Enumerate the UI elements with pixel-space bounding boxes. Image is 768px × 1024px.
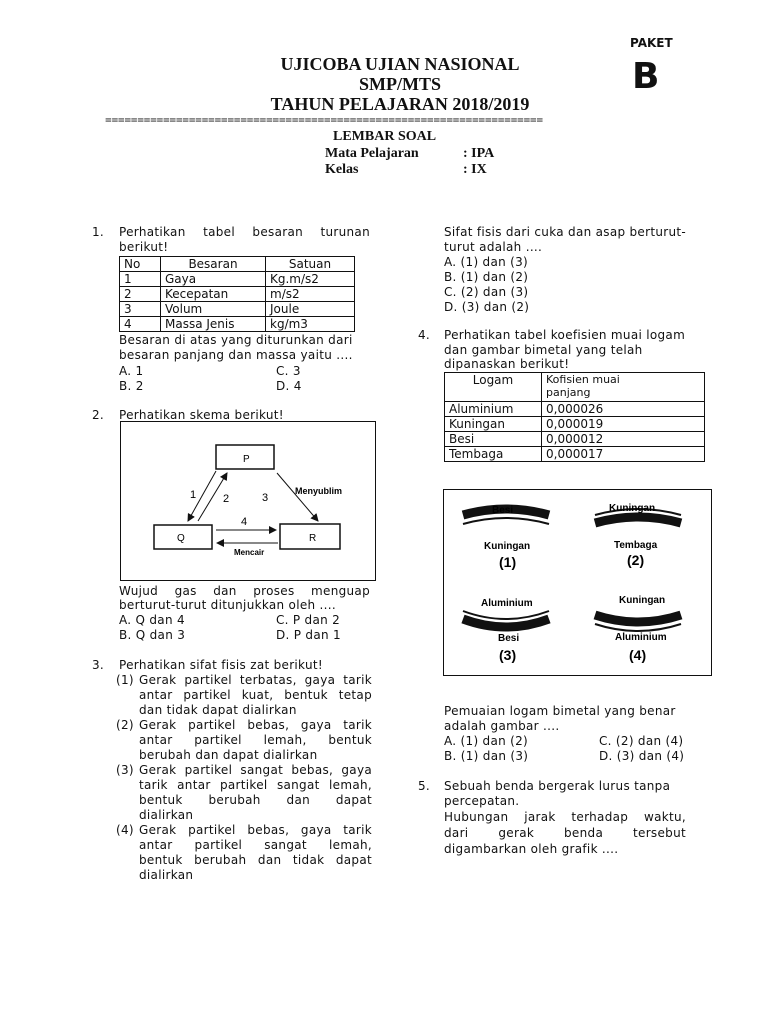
- table-cell: Kg.m/s2: [266, 272, 355, 287]
- table-row: [445, 402, 705, 417]
- mencair-label: Mencair: [234, 548, 265, 557]
- subject-label: Mata Pelajaran: [325, 146, 419, 161]
- table-cell: 2: [120, 287, 161, 302]
- bimetal-1-number: (1): [499, 554, 517, 570]
- bimetal-3-top-label: Aluminium: [481, 598, 533, 609]
- q3-option-c[interactable]: C. (2) dan (3): [444, 285, 529, 299]
- q3-item-1-line: antar partikel kuat, bentuk tetap: [139, 688, 372, 702]
- q3-item-4-line: antar partikel sangat lemah,: [139, 838, 372, 852]
- table-row: [120, 317, 355, 332]
- subject-value: : IPA: [463, 146, 495, 161]
- table-cell: 0,000019: [542, 417, 705, 432]
- coef-header-line1: Kofisien muai: [546, 373, 620, 386]
- q5-line3: Hubungan jarak terhadap waktu,: [444, 810, 686, 824]
- q2-option-a[interactable]: A. Q dan 4: [119, 613, 185, 627]
- header-divider: ====================================================================: [105, 113, 543, 127]
- table-row: [120, 287, 355, 302]
- q5-number: 5.: [418, 779, 431, 793]
- q3-item-3-line: tarik antar partikel sangat lemah,: [139, 778, 372, 792]
- class-label: Kelas: [325, 162, 359, 177]
- q1-option-c[interactable]: C. 3: [276, 364, 301, 378]
- q1-option-b[interactable]: B. 2: [119, 379, 144, 393]
- table-cell: Aluminium: [445, 402, 542, 417]
- q3-item-3-label: (3): [116, 763, 134, 777]
- q3-item-4-line: Gerak partikel bebas, gaya tarik: [139, 823, 372, 837]
- q4-table: [444, 372, 705, 462]
- q3-item-2-line: antar partikel lemah, bentuk: [139, 733, 372, 747]
- q2-after-line2: berturut-turut ditunjukkan oleh ....: [119, 598, 336, 612]
- table-cell: Joule: [266, 302, 355, 317]
- q3-option-d[interactable]: D. (3) dan (2): [444, 300, 530, 314]
- q5-line4: dari gerak benda tersebut: [444, 826, 686, 840]
- q4-option-b[interactable]: B. (1) dan (3): [444, 749, 529, 763]
- table-cell: Volum: [161, 302, 266, 317]
- paket-letter: B: [632, 56, 660, 97]
- q4-after-line2: adalah gambar ....: [444, 719, 560, 733]
- paket-label: PAKET: [630, 36, 673, 50]
- phase-change-diagram: [120, 421, 376, 581]
- q3-cont-line2: turut adalah ....: [444, 240, 543, 254]
- table-cell: Kecepatan: [161, 287, 266, 302]
- q2-stem: Perhatikan skema berikut!: [119, 408, 284, 422]
- table-cell: 0,000017: [542, 447, 705, 462]
- q1-option-a[interactable]: A. 1: [119, 364, 144, 378]
- table-cell: 1: [120, 272, 161, 287]
- coef-header-line2: panjang: [546, 386, 591, 399]
- table-row: [445, 417, 705, 432]
- bimetal-3-bottom-label: Besi: [498, 633, 520, 644]
- class-value: : IX: [463, 162, 487, 177]
- q2-option-c[interactable]: C. P dan 2: [276, 613, 341, 627]
- q1-after-line2: besaran panjang dan massa yaitu ....: [119, 348, 353, 362]
- table-cell: Kuningan: [445, 417, 542, 432]
- table-cell: 0,000026: [542, 402, 705, 417]
- q4-stem-line3: dipanaskan berikut!: [444, 357, 570, 371]
- table-header-cell: Satuan: [266, 257, 355, 272]
- table-header-cell: Logam: [445, 373, 542, 402]
- q1-table: [119, 256, 355, 332]
- table-row: [120, 302, 355, 317]
- q3-item-1-line: Gerak partikel terbatas, gaya tarik: [139, 673, 372, 687]
- q2-after-line1: Wujud gas dan proses menguap: [119, 584, 370, 598]
- table-row: [445, 432, 705, 447]
- q2-option-b[interactable]: B. Q dan 3: [119, 628, 186, 642]
- q3-number: 3.: [92, 658, 105, 672]
- table-cell: 4: [120, 317, 161, 332]
- table-cell: Tembaga: [445, 447, 542, 462]
- arrow-label-3: 3: [262, 492, 269, 504]
- q3-item-2-line: Gerak partikel bebas, gaya tarik: [139, 718, 372, 732]
- q3-item-4-line: bentuk berubah dan tidak dapat: [139, 853, 372, 867]
- q5-line1: Sebuah benda bergerak lurus tanpa: [444, 779, 671, 793]
- table-header-cell: No: [120, 257, 161, 272]
- arrow-label-1: 1: [190, 489, 197, 501]
- q4-option-a[interactable]: A. (1) dan (2): [444, 734, 529, 748]
- q1-stem-line1: Perhatikan tabel besaran turunan: [119, 225, 370, 239]
- q4-after-line1: Pemuaian logam bimetal yang benar: [444, 704, 676, 718]
- arrow-label-2: 2: [223, 493, 230, 505]
- school-level: SMP/MTS: [358, 74, 441, 94]
- q3-cont-line1: Sifat fisis dari cuka dan asap berturut-: [444, 225, 687, 239]
- table-cell: kg/m3: [266, 317, 355, 332]
- table-cell: 3: [120, 302, 161, 317]
- q3-item-3-line: dialirkan: [139, 808, 194, 822]
- exam-title: UJICOBA UJIAN NASIONAL: [280, 54, 520, 74]
- q1-stem-line2: berikut!: [119, 240, 169, 254]
- table-cell: m/s2: [266, 287, 355, 302]
- q4-stem-line2: dan gambar bimetal yang telah: [444, 343, 643, 357]
- q3-item-2-line: berubah dan dapat dialirkan: [139, 748, 318, 762]
- q5-line2: percepatan.: [444, 794, 520, 808]
- q3-option-a[interactable]: A. (1) dan (3): [444, 255, 529, 269]
- q3-option-b[interactable]: B. (1) dan (2): [444, 270, 529, 284]
- menyublim-label: Menyublim: [295, 486, 343, 496]
- state-label-q: Q: [177, 533, 185, 544]
- q3-item-4-label: (4): [116, 823, 134, 837]
- table-cell: Besi: [445, 432, 542, 447]
- bimetal-figure: [443, 489, 712, 676]
- bimetal-4-bottom-label: Aluminium: [615, 632, 667, 643]
- q3-item-3-line: Gerak partikel sangat bebas, gaya: [139, 763, 372, 777]
- bimetal-1-top-label: Besi: [492, 505, 514, 516]
- bimetal-2-top-label: Kuningan: [609, 503, 656, 514]
- table-row: [120, 272, 355, 287]
- q3-item-2-label: (2): [116, 718, 134, 732]
- q3-item-1-line: dan tidak dapat dialirkan: [139, 703, 297, 717]
- table-header-cell: [542, 373, 705, 402]
- q3-item-1-label: (1): [116, 673, 134, 687]
- q5-line5: digambarkan oleh grafik ....: [444, 842, 619, 856]
- q1-number: 1.: [92, 225, 105, 239]
- bimetal-2-bottom-label: Tembaga: [614, 540, 658, 551]
- state-label-p: P: [243, 454, 250, 465]
- q4-stem-line1: Perhatikan tabel koefisien muai logam: [444, 328, 686, 342]
- q1-after-line1: Besaran di atas yang diturunkan dari: [119, 333, 353, 347]
- arrow-label-4: 4: [241, 516, 248, 528]
- bimetal-2-number: (2): [627, 552, 645, 568]
- bimetal-3-number: (3): [499, 647, 517, 663]
- sheet-title: LEMBAR SOAL: [333, 129, 437, 144]
- table-row: [445, 447, 705, 462]
- table-cell: Gaya: [161, 272, 266, 287]
- academic-year: TAHUN PELAJARAN 2018/2019: [270, 94, 530, 114]
- q1-option-d[interactable]: D. 4: [276, 379, 302, 393]
- q2-number: 2.: [92, 408, 105, 422]
- q4-number: 4.: [418, 328, 431, 342]
- q3-stem: Perhatikan sifat fisis zat berikut!: [119, 658, 323, 672]
- table-header-cell: Besaran: [161, 257, 266, 272]
- q3-item-3-line: bentuk berubah dan dapat: [139, 793, 372, 807]
- q4-option-c[interactable]: C. (2) dan (4): [599, 734, 684, 748]
- table-cell: 0,000012: [542, 432, 705, 447]
- bimetal-4-number: (4): [629, 647, 647, 663]
- q4-option-d[interactable]: D. (3) dan (4): [599, 749, 685, 763]
- q2-option-d[interactable]: D. P dan 1: [276, 628, 341, 642]
- bimetal-4-top-label: Kuningan: [619, 595, 666, 606]
- bimetal-1-bottom-label: Kuningan: [484, 541, 531, 552]
- state-label-r: R: [309, 533, 317, 544]
- q3-item-4-line: dialirkan: [139, 868, 194, 882]
- table-cell: Massa Jenis: [161, 317, 266, 332]
